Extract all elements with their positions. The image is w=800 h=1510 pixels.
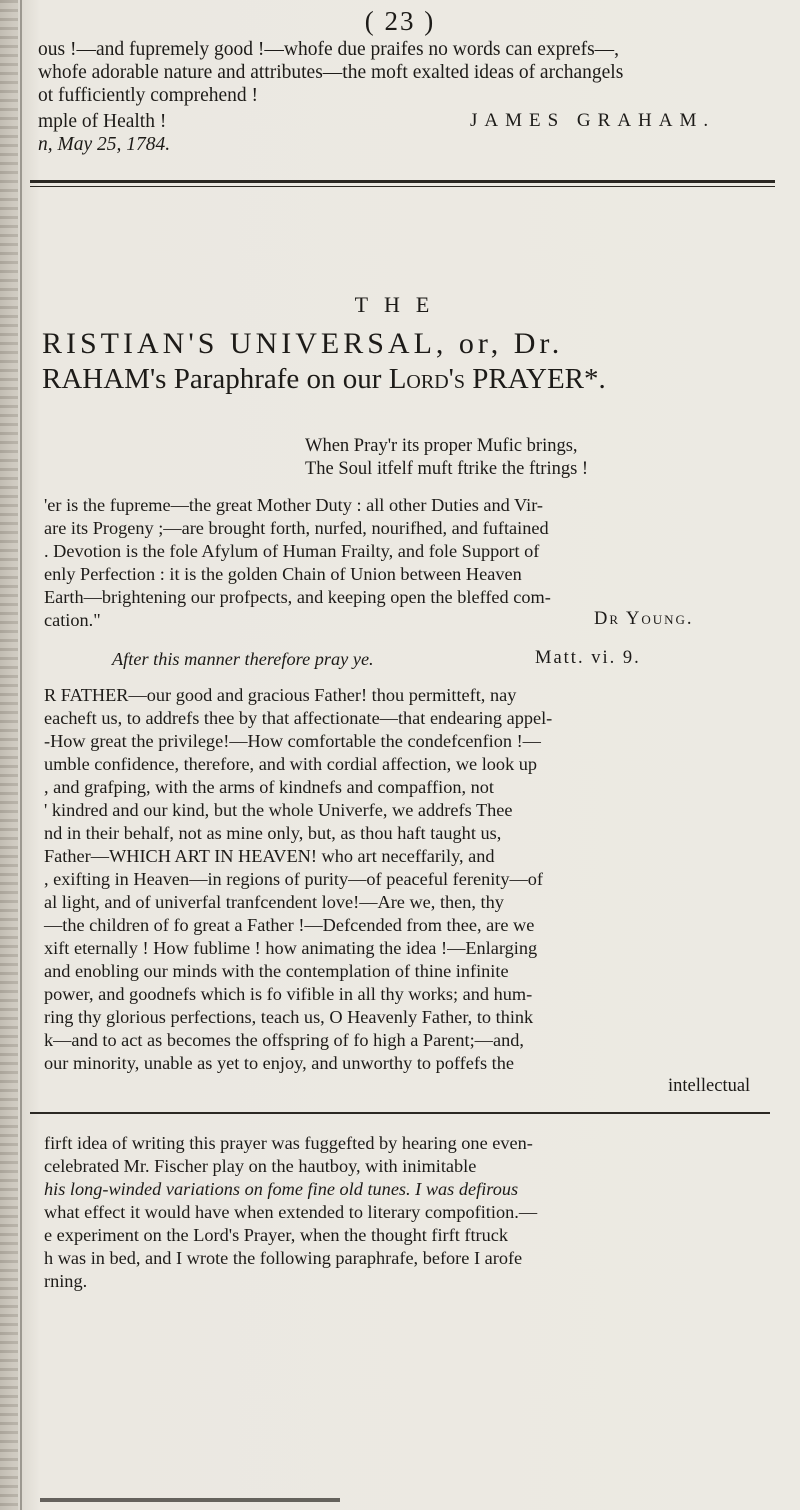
prayer-line-8: Father—WHICH ART IN HEAVEN! who art neceffarily, and bbox=[44, 846, 495, 866]
gutter-edge bbox=[20, 0, 22, 1510]
motto-line-1: When Pray'r its proper Mufic brings, bbox=[305, 436, 578, 456]
letter-place: mple of Health ! bbox=[38, 111, 167, 132]
prayer-line-6: ' kindred and our kind, but the whole Univerfe, we addrefs Thee bbox=[44, 800, 513, 820]
prayer-catchword: intellectual bbox=[668, 1076, 751, 1096]
footnote-rule bbox=[30, 1112, 770, 1114]
prayer-line-1: R FATHER—our good and gracious Father! thou permitteft, nay bbox=[44, 685, 517, 705]
prayer-line-11: —the children of fo great a Father !—Defcended from thee, are we bbox=[44, 915, 535, 935]
prayer-line-5: , and grafping, with the arms of kindnefs and compaffion, not bbox=[44, 777, 494, 797]
footnote-line-3: his long-winded variations on fome fine old tunes. I was defirous bbox=[44, 1179, 519, 1199]
prayer-line-10: al light, and of univerfal tranfcendent love!—Are we, then, thy bbox=[44, 892, 504, 912]
title-line-2-suffix: PRAYER*. bbox=[465, 363, 606, 395]
prayer-line-13: and enobling our minds with the contemplation of thine infinite bbox=[44, 961, 509, 981]
footnote-line-4: what effect it would have when extended to literary compofition.— bbox=[44, 1202, 538, 1222]
prayer-line-15: ring thy glorious perfections, teach us, O Heavenly Father, to think bbox=[44, 1007, 534, 1027]
letter-line-3: ot fufficiently comprehend ! bbox=[38, 85, 259, 106]
prayer-line-2: eacheft us, to addrefs thee by that affectionate—that endearing appel- bbox=[44, 708, 553, 728]
prayer-line-14: power, and goodnefs which is fo vifible in all thy works; and hum- bbox=[44, 984, 533, 1004]
page-number: ( 23 ) bbox=[364, 6, 436, 36]
letter-date: n, May 25, 1784. bbox=[38, 134, 171, 155]
title-line-2-prefix: RAHAM's Paraphrafe on our bbox=[42, 363, 389, 395]
quote-line-5: Earth—brightening our profpects, and keeping open the bleffed com- bbox=[44, 587, 551, 607]
page-bottom-shadow bbox=[40, 1498, 340, 1502]
prayer-line-4: umble confidence, therefore, and with cordial affection, we look up bbox=[44, 754, 538, 774]
prayer-line-12: xift eternally ! How fublime ! how animating the idea !—Enlarging bbox=[44, 938, 538, 958]
binding-gutter bbox=[0, 0, 18, 1510]
letter-line-1: ous !—and fupremely good !—whofe due praifes no words can exprefs—, bbox=[38, 39, 620, 60]
scripture-reference: Matt. vi. 9. bbox=[535, 648, 641, 668]
prayer-line-9: , exifting in Heaven—in regions of purity—of peaceful ferenity—of bbox=[44, 869, 544, 889]
motto-line-2: The Soul itfelf muft ftrike the ftrings ! bbox=[305, 459, 589, 479]
footnote-line-1: firft idea of writing this prayer was fuggefted by hearing one even- bbox=[44, 1133, 533, 1153]
prayer-line-7: nd in their behalf, not as mine only, but, as thou haft taught us, bbox=[44, 823, 502, 843]
quote-line-2: are its Progeny ;—are brought forth, nurfed, nourifhed, and fuftained bbox=[44, 518, 549, 538]
section-rule-top-thin bbox=[30, 186, 775, 187]
prayer-line-3: -How great the privilege!—How comfortable the condefcenfion !— bbox=[44, 731, 541, 751]
footnote-line-2: celebrated Mr. Fischer play on the hautboy, with inimitable bbox=[44, 1156, 477, 1176]
title-line-2 bbox=[42, 363, 606, 396]
letter-line-2: whofe adorable nature and attributes—the moft exalted ideas of archangels bbox=[38, 62, 624, 83]
quote-attribution: Dr Young. bbox=[594, 609, 694, 629]
scripture-text: After this manner therefore pray ye. bbox=[112, 649, 374, 669]
title-line-1: RISTIAN'S UNIVERSAL, or, Dr. bbox=[42, 327, 564, 360]
footnote-line-7: rning. bbox=[44, 1271, 88, 1291]
section-rule-top bbox=[30, 180, 775, 183]
footnote-line-5: e experiment on the Lord's Prayer, when the thought firft ftruck bbox=[44, 1225, 509, 1245]
quote-line-6: cation." bbox=[44, 610, 101, 630]
footnote-line-6: h was in bed, and I wrote the following paraphrafe, before I arofe bbox=[44, 1248, 523, 1268]
title-line-2-lords: Lord's bbox=[388, 363, 466, 395]
title-the: THE bbox=[354, 292, 446, 317]
letter-author: JAMES GRAHAM. bbox=[470, 110, 716, 131]
prayer-line-16: k—and to act as becomes the offspring of fo high a Parent;—and, bbox=[44, 1030, 524, 1050]
quote-line-1: 'er is the fupreme—the great Mother Duty : all other Duties and Vir- bbox=[44, 495, 544, 515]
prayer-line-17: our minority, unable as yet to enjoy, and unworthy to poffefs the bbox=[44, 1053, 514, 1073]
quote-line-4: enly Perfection : it is the golden Chain of Union between Heaven bbox=[44, 564, 522, 584]
quote-line-3: . Devotion is the fole Afylum of Human Frailty, and fole Support of bbox=[44, 541, 540, 561]
